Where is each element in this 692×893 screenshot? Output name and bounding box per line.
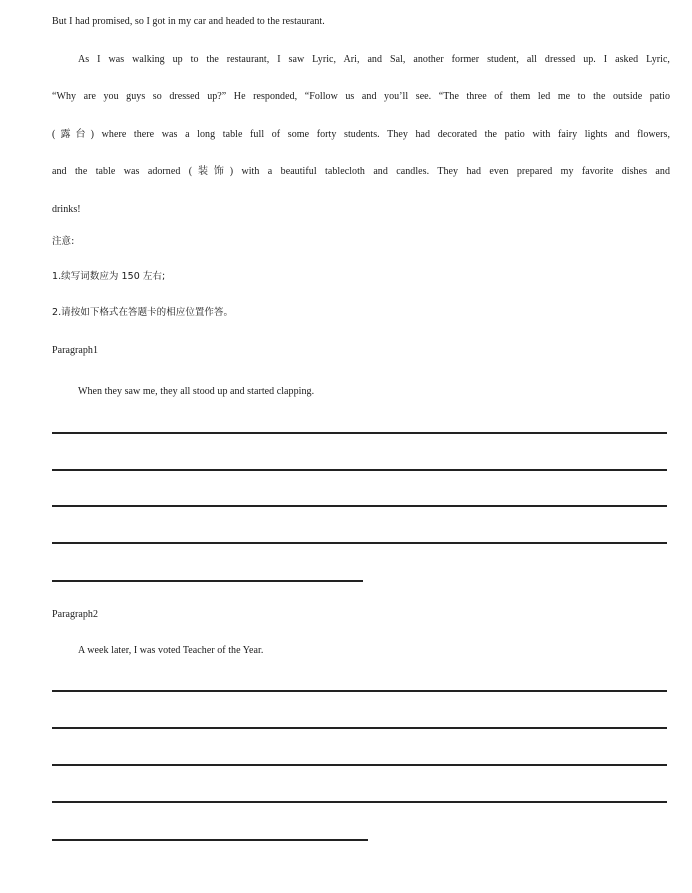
answer-line[interactable]: [52, 580, 363, 582]
story-line-1: But I had promised, so I got in my car and headed to the restaurant.: [52, 16, 325, 27]
story-line-6: drinks!: [52, 204, 81, 215]
story-line-3: “Why are you guys so dressed up?” He responded, “Follow us and you’ll see. “The three of them led me to the outside patio: [52, 91, 670, 102]
answer-line[interactable]: [52, 469, 667, 471]
paragraph2-label: Paragraph2: [52, 609, 99, 620]
story-line-4: (露台) where there was a long table full of some forty students. They had decorated the patio with fairy lights and flowers,: [52, 129, 670, 140]
answer-line[interactable]: [52, 542, 667, 544]
story-line-5: and the table was adorned (装饰) with a beautiful tablecloth and candles. They had even prepared my favorite dishes and: [52, 166, 670, 177]
answer-line[interactable]: [52, 764, 667, 766]
notes-item-2: 2.请按如下格式在答题卡的相应位置作答。: [52, 307, 234, 318]
notes-item-1: 1.续写词数应为 150 左右;: [52, 271, 166, 282]
answer-line[interactable]: [52, 801, 667, 803]
answer-line[interactable]: [52, 839, 368, 841]
paragraph1-opening: When they saw me, they all stood up and started clapping.: [78, 386, 315, 397]
answer-line[interactable]: [52, 505, 667, 507]
paragraph1-label: Paragraph1: [52, 345, 99, 356]
answer-line[interactable]: [52, 432, 667, 434]
answer-line[interactable]: [52, 727, 667, 729]
notes-heading: 注意:: [52, 236, 75, 247]
story-line-2: As I was walking up to the restaurant, I saw Lyric, Ari, and Sal, another former student, all dressed up. I asked Lyric,: [78, 54, 670, 65]
paragraph2-opening: A week later, I was voted Teacher of the Year.: [78, 645, 264, 656]
answer-line[interactable]: [52, 690, 667, 692]
